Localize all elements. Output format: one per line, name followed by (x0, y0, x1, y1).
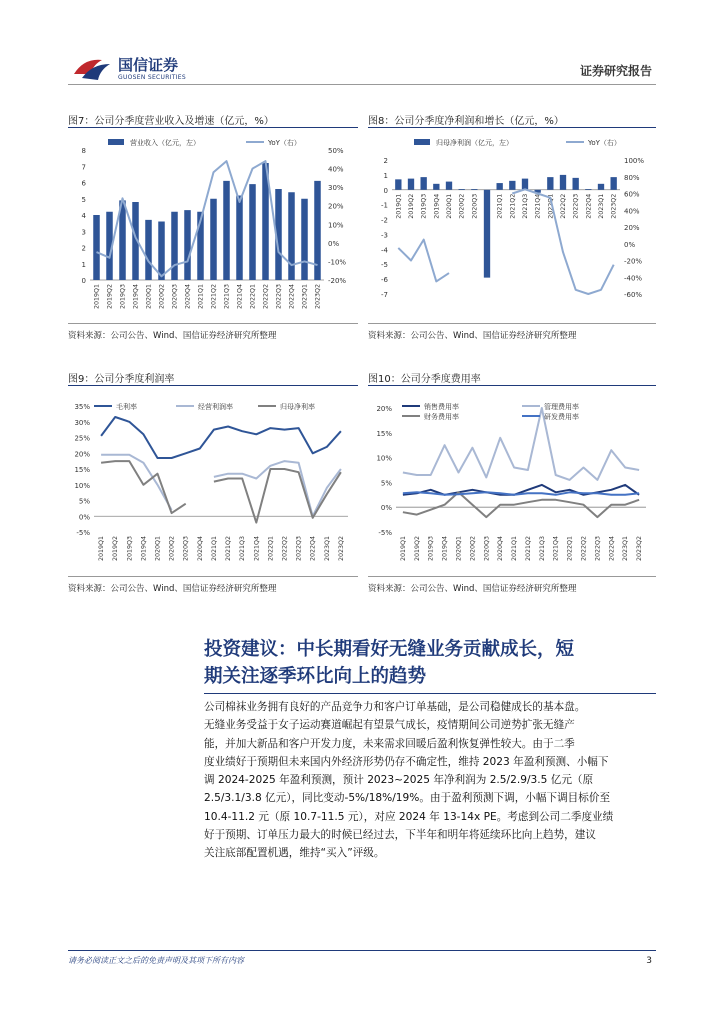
x-tick-label: 2020Q1 (154, 536, 162, 561)
y-left-tick-label: 5% (78, 497, 90, 506)
paragraph-line: 无缝业务受益于女子运动赛道崛起有望景气成长，疫情期间公司逆势扩张无缝产 (204, 719, 575, 732)
bar (497, 183, 503, 190)
y-right-tick-label: -20% (328, 277, 347, 285)
x-tick-label: 2022Q2 (281, 536, 289, 561)
series-line (403, 492, 639, 517)
x-tick-label: 2020Q3 (483, 536, 491, 561)
legend-label: 归母净利率 (280, 403, 315, 411)
x-tick-label: 2020Q2 (458, 193, 466, 219)
bar (93, 215, 100, 280)
x-tick-label: 2021Q4 (552, 536, 560, 561)
bar (210, 199, 217, 280)
x-tick-label: 2022Q3 (275, 284, 283, 309)
y-left-tick-label: 15% (74, 466, 90, 474)
x-tick-label: 2021Q2 (509, 193, 517, 219)
x-tick-label: 2022Q4 (585, 193, 593, 219)
legend-label: 财务费用率 (424, 413, 459, 421)
x-tick-label: 2022Q2 (560, 193, 567, 219)
x-tick-label: 2019Q1 (98, 536, 106, 561)
y-left-tick-label: 4 (81, 212, 86, 220)
y-left-tick-label: 20% (74, 450, 90, 459)
x-tick-label: 2019Q2 (413, 536, 421, 561)
x-tick-label: 2023Q2 (636, 536, 644, 561)
bar (421, 177, 427, 190)
y-left-tick-label: 2 (383, 157, 388, 165)
bar (223, 181, 230, 280)
paragraph-line: 10.4-11.2 元（原 10.7-11.5 元），对应 2024 年 13-14x PE。考虑到公司二季度业绩 (204, 810, 614, 823)
x-tick-label: 2020Q4 (184, 284, 192, 309)
y-right-tick-label: 40% (328, 165, 344, 174)
x-tick-label: 2019Q4 (433, 193, 441, 219)
x-tick-label: 2022Q1 (249, 284, 257, 309)
y-left-tick-label: 1 (81, 260, 86, 269)
series-line (97, 161, 318, 276)
x-tick-label: 2020Q1 (455, 536, 463, 561)
x-tick-label: 2021Q4 (534, 193, 542, 219)
x-tick-label: 2021Q4 (236, 284, 244, 309)
bar (288, 192, 295, 280)
figure-7-chart (68, 136, 358, 320)
footer-disclaimer: 请务必阅读正文之后的免责声明及其项下所有内容 (68, 956, 244, 965)
x-tick-label: 2022Q2 (262, 284, 270, 309)
bar (433, 184, 439, 190)
x-tick-label: 2019Q1 (395, 193, 403, 219)
y-left-tick-label: 2 (81, 244, 86, 253)
company-name-cn: 国信证券 (118, 56, 179, 74)
y-left-tick-label: 10% (376, 454, 392, 463)
y-left-tick-label: 15% (376, 429, 392, 438)
x-tick-label: 2020Q2 (469, 536, 477, 561)
x-tick-label: 2023Q2 (337, 536, 345, 561)
x-tick-label: 2022Q3 (295, 536, 303, 561)
series-line (101, 461, 341, 522)
x-tick-label: 2019Q3 (126, 536, 134, 561)
figure-8-chart (368, 136, 656, 320)
x-tick-label: 2021Q3 (239, 536, 247, 561)
y-left-tick-label: -7 (381, 291, 388, 299)
bar (509, 181, 515, 190)
bar (145, 220, 152, 280)
header-divider (68, 84, 656, 85)
x-tick-label: 2021Q1 (496, 193, 504, 219)
bar (522, 179, 528, 190)
y-left-tick-label: 0 (383, 186, 388, 195)
y-right-tick-label: -60% (624, 291, 643, 299)
x-tick-label: 2022Q1 (267, 536, 275, 561)
bar (560, 175, 566, 190)
figure-7-title-rule (68, 127, 358, 128)
x-tick-label: 2021Q3 (522, 193, 529, 219)
x-tick-label: 2020Q4 (497, 536, 505, 561)
bar (408, 179, 414, 190)
figure-9-source: 资料来源：公司公告、Wind、国信证券经济研究所整理 (68, 584, 277, 594)
x-tick-label: 2023Q1 (622, 536, 630, 561)
page-number: 3 (646, 956, 652, 966)
y-left-tick-label: 3 (81, 228, 86, 237)
series-line (101, 455, 341, 517)
x-tick-label: 2021Q1 (210, 536, 218, 561)
x-tick-label: 2020Q3 (471, 193, 479, 219)
x-tick-label: 2021Q1 (511, 536, 519, 561)
heading-underline (204, 693, 656, 694)
legend-label: 管理费用率 (544, 403, 579, 411)
x-tick-label: 2023Q1 (323, 536, 331, 561)
section-heading-line-1: 投资建议：中长期看好无缝业务贡献成长，短 (204, 639, 575, 660)
y-right-tick-label: 0% (624, 240, 636, 249)
legend-label: 经营利润率 (198, 403, 233, 411)
x-tick-label: 2019Q2 (106, 284, 114, 309)
figure-10-chart (368, 394, 656, 572)
series-line (398, 189, 613, 294)
paragraph-line: 关注底部配置机遇，维持“买入”评级。 (204, 847, 385, 860)
bar (585, 189, 591, 190)
report-type-label: 证券研究报告 (579, 64, 652, 78)
series-line (101, 417, 341, 458)
x-tick-label: 2023Q1 (598, 193, 605, 219)
company-name-en: GUOSEN SECURITIES (118, 74, 187, 81)
x-tick-label: 2022Q4 (309, 536, 317, 561)
y-right-tick-label: 20% (328, 202, 344, 211)
brand-logo (72, 52, 212, 88)
y-left-tick-label: -3 (381, 231, 388, 240)
x-tick-label: 2019Q3 (119, 284, 127, 309)
x-tick-label: 2019Q3 (427, 536, 435, 561)
y-right-tick-label: 100% (624, 157, 645, 165)
legend-label: 销售费用率 (424, 403, 459, 411)
y-left-tick-label: 7 (81, 163, 86, 172)
x-tick-label: 2020Q1 (145, 284, 153, 309)
figure-9-title: 图9：公司分季度利润率 (68, 374, 175, 385)
y-left-tick-label: 25% (74, 434, 90, 443)
figure-10-title: 图10：公司分季度费用率 (368, 374, 481, 385)
x-tick-label: 2022Q3 (594, 536, 602, 561)
x-tick-label: 2019Q1 (93, 284, 101, 309)
y-right-tick-label: 20% (624, 224, 640, 232)
paragraph-line: 公司棉袜业务拥有良好的产品竞争力和客户订单基础，是公司稳健成长的基本盘。 (204, 701, 586, 713)
bar (446, 182, 452, 190)
x-tick-label: 2019Q4 (140, 536, 148, 561)
paragraph-line: 度业绩好于预期但未来国内外经济形势仍存不确定性，维持 2023 年盈利预测、小幅下 (204, 755, 609, 768)
figure-7-source: 资料来源：公司公告、Wind、国信证券经济研究所整理 (68, 331, 277, 341)
x-tick-label: 2021Q4 (253, 536, 261, 561)
x-tick-label: 2023Q2 (610, 193, 618, 219)
figure-8-title: 图8：公司分季度净利润和增长（亿元，%） (368, 116, 564, 127)
y-right-tick-label: 10% (328, 221, 344, 230)
y-left-tick-label: 6 (81, 179, 86, 188)
y-left-tick-label: 20% (376, 405, 392, 413)
y-right-tick-label: 50% (328, 147, 344, 155)
bar (611, 177, 617, 190)
x-tick-label: 2020Q1 (446, 193, 453, 219)
y-left-tick-label: 35% (74, 403, 90, 411)
y-left-tick-label: -5% (378, 529, 392, 537)
legend-label: YoY（右） (268, 139, 301, 147)
y-right-tick-label: -20% (624, 257, 643, 266)
y-left-tick-label: 0% (78, 513, 90, 522)
paragraph-line: 好于预期、订单压力最大的时候已经过去，下半年和明年将延续环比向上趋势，建议 (204, 829, 596, 842)
y-left-tick-label: -2 (381, 216, 388, 225)
y-left-tick-label: 5 (81, 195, 86, 204)
x-tick-label: 2020Q3 (171, 284, 179, 309)
x-tick-label: 2021Q1 (197, 284, 205, 309)
x-tick-label: 2019Q2 (408, 193, 415, 219)
footer-divider (68, 950, 656, 951)
y-left-tick-label: 8 (81, 147, 86, 155)
legend-label: 毛利率 (116, 403, 137, 411)
figure-7-title: 图7：公司分季度营业收入及增速（亿元，%） (68, 116, 274, 127)
x-tick-label: 2020Q2 (158, 284, 166, 309)
x-tick-label: 2021Q3 (538, 536, 546, 561)
x-tick-label: 2019Q3 (420, 193, 428, 219)
x-tick-label: 2022Q2 (580, 536, 588, 561)
figure-8-source: 资料来源：公司公告、Wind、国信证券经济研究所整理 (368, 331, 577, 341)
y-right-tick-label: 40% (624, 207, 640, 216)
x-tick-label: 2022Q1 (566, 536, 574, 561)
x-tick-label: 2020Q2 (168, 536, 176, 561)
x-tick-label: 2019Q2 (112, 536, 120, 561)
recommendation-paragraph (204, 698, 658, 863)
y-right-tick-label: -40% (624, 274, 643, 283)
x-tick-label: 2020Q3 (182, 536, 190, 561)
legend-swatch (108, 139, 124, 145)
paragraph-line: 能，并加大新品和客户开发力度，未来需求回暖后盈利恢复弹性较大。由于二季 (204, 737, 575, 750)
x-tick-label: 2023Q2 (314, 284, 322, 309)
y-left-tick-label: 30% (74, 418, 90, 427)
y-left-tick-label: -4 (381, 246, 388, 255)
bar (171, 212, 178, 280)
y-left-tick-label: -5% (76, 529, 90, 537)
paragraph-line: 调 2024-2025 年盈利预测，预计 2023~2025 年净利润为 2.5/2.9/3.5 亿元（原 (204, 774, 594, 787)
figure-9-chart (68, 394, 358, 572)
y-left-tick-label: 0% (380, 504, 392, 513)
guosen-logo-icon (72, 52, 112, 84)
x-tick-label: 2022Q3 (572, 193, 580, 219)
bar (598, 184, 604, 190)
figure-10-source: 资料来源：公司公告、Wind、国信证券经济研究所整理 (368, 584, 577, 594)
paragraph-line: 2.5/3.1/3.8 亿元），同比变动-5%/18%/19%。由于盈利预测下调，小幅下调目标价至 (204, 792, 611, 805)
x-tick-label: 2019Q4 (132, 284, 140, 309)
bar (459, 189, 465, 190)
bar (573, 178, 579, 190)
y-left-tick-label: -6 (381, 276, 388, 285)
bar (395, 179, 401, 189)
x-tick-label: 2023Q1 (301, 284, 309, 309)
legend-label: 营业收入（亿元，左） (130, 139, 200, 147)
y-left-tick-label: 1 (383, 171, 388, 180)
section-heading-line-2: 期关注逐季环比向上的趋势 (204, 666, 427, 687)
legend-swatch (414, 139, 430, 145)
bar (158, 222, 165, 281)
bar (249, 184, 256, 280)
bar (301, 199, 308, 280)
bar (547, 177, 553, 190)
x-tick-label: 2022Q4 (288, 284, 296, 309)
bar (484, 190, 490, 278)
legend-label: 归母净利润（亿元，左） (436, 139, 513, 147)
y-right-tick-label: 30% (328, 184, 344, 193)
x-tick-label: 2019Q1 (399, 536, 407, 561)
y-right-tick-label: 0% (328, 239, 340, 248)
x-tick-label: 2022Q1 (547, 193, 555, 219)
x-tick-label: 2020Q4 (196, 536, 204, 561)
y-left-tick-label: 10% (74, 481, 90, 490)
y-right-tick-label: -10% (328, 258, 347, 267)
legend-label: 研发费用率 (544, 413, 579, 421)
y-right-tick-label: 80% (624, 173, 640, 182)
x-tick-label: 2021Q2 (210, 284, 218, 309)
y-left-tick-label: -5 (381, 261, 388, 270)
x-tick-label: 2021Q3 (223, 284, 231, 309)
y-left-tick-label: 5% (380, 479, 392, 488)
y-left-tick-label: -1 (381, 201, 388, 210)
y-right-tick-label: 60% (624, 190, 640, 199)
legend-label: YoY（右） (588, 139, 621, 147)
x-tick-label: 2021Q2 (524, 536, 532, 561)
bar (236, 196, 243, 281)
bar (471, 189, 477, 190)
x-tick-label: 2021Q2 (225, 536, 233, 561)
y-left-tick-label: 0 (81, 277, 86, 285)
bar (184, 210, 191, 280)
x-tick-label: 2019Q4 (441, 536, 449, 561)
x-tick-label: 2022Q4 (608, 536, 616, 561)
